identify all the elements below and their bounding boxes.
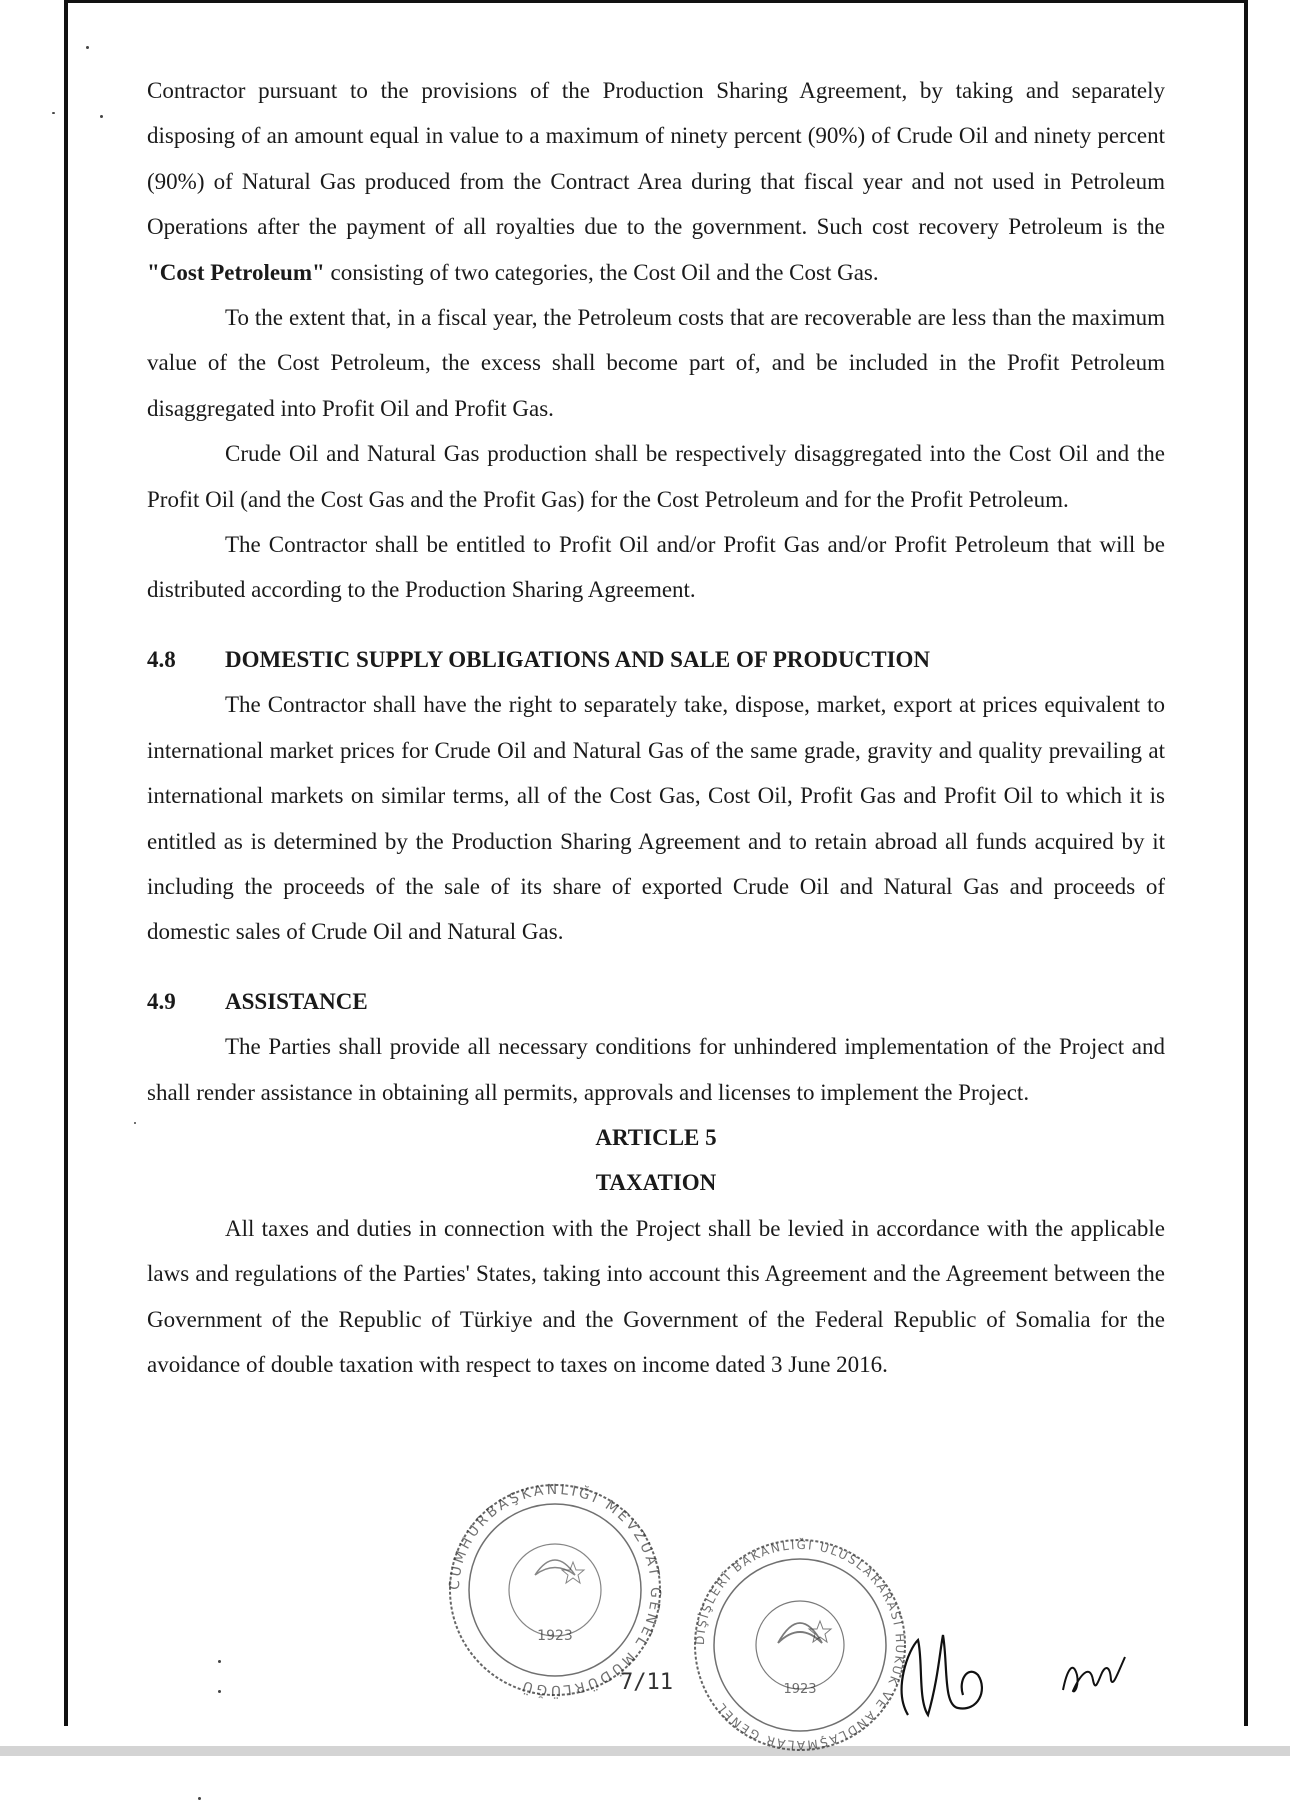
svg-text:CUMHURBAŞKANLIĞI MEVZUAT GENEL: CUMHURBAŞKANLIĞI MEVZUAT GENEL MÜDÜRLÜĞÜ bbox=[446, 1481, 664, 1699]
scan-speck bbox=[52, 112, 55, 114]
scan-speck bbox=[86, 46, 89, 49]
section-title: ASSISTANCE bbox=[225, 988, 368, 1014]
svg-text:1923: 1923 bbox=[783, 1682, 817, 1697]
scan-speck bbox=[218, 1690, 221, 1693]
signature-2 bbox=[1055, 1645, 1135, 1705]
scan-speck bbox=[134, 1122, 136, 1124]
paragraph-excess-cost: To the extent that, in a fiscal year, the Petroleum costs that are recoverable are less than the maximum value of the Cost Petroleum, the excess shall become part of, and be included in the Profit Petroleum disaggregated into Profit Oil and Profit Gas. bbox=[147, 305, 1165, 421]
section-body: The Contractor shall have the right to separately take, dispose, market, export at prices equivalent to international market prices for Crude Oil and Natural Gas of the same grade, gravity and quality prevailing at international markets on similar terms, all of the Cost Gas, Cost Oil, Profit Gas and Profit Oil to which it is entitled as is determined by the Production Sharing Agreement and to retain abroad all funds acquired by it including the proceeds of the sale of its share of exported Crude Oil and Natural Gas and proceeds of domestic sales of Crude Oil and Natural Gas. bbox=[147, 692, 1165, 945]
scan-speck bbox=[218, 1660, 221, 1663]
document-body bbox=[147, 68, 1165, 1387]
paragraph-cost-petroleum: Contractor pursuant to the provisions of the Production Sharing Agreement, by taking and separately disposing of an amount equal in value to a maximum of ninety percent (90%) of Crude Oil and ninety percent (90%) of Natural Gas produced from the Contract Area during that fiscal year and not used in Petroleum Operations after the payment of all royalties due to the government. Such cost recovery Petroleum is the "Cost Petroleum" consisting of two categories, the Cost Oil and the Cost Gas. bbox=[147, 78, 1165, 285]
paragraph-profit-entitlement: The Contractor shall be entitled to Profit Oil and/or Profit Gas and/or Profit Petroleum that will be distributed according to the Production Sharing Agreement. bbox=[147, 532, 1165, 603]
official-seal-stamp bbox=[435, 1470, 675, 1710]
scan-bottom-edge bbox=[0, 1746, 1290, 1756]
scan-speck bbox=[100, 115, 103, 118]
svg-text:1923: 1923 bbox=[537, 1628, 573, 1644]
paragraph-disaggregation: Crude Oil and Natural Gas production shall be respectively disaggregated into the Cost Oil and the Profit Oil (and the Cost Gas and the Profit Gas) for the Cost Petroleum and for the Profit Petroleum. bbox=[147, 441, 1165, 512]
ministry-seal-stamp bbox=[680, 1525, 920, 1765]
section-body: The Parties shall provide all necessary conditions for unhindered implementation of the Project and shall render assistance in obtaining all permits, approvals and licenses to implement the Project. bbox=[147, 1034, 1165, 1105]
section-4-8 bbox=[147, 637, 1165, 955]
section-number: 4.9 bbox=[147, 988, 176, 1014]
section-heading bbox=[147, 979, 1165, 1024]
svg-text:DIŞİŞLERİ BAKANLIĞI ULUSLARARA: DIŞİŞLERİ BAKANLIĞI ULUSLARARASI HUKUK VE ANDLAŞMALAR GENEL bbox=[692, 1537, 908, 1753]
signature-1 bbox=[888, 1620, 998, 1730]
section-title: DOMESTIC SUPPLY OBLIGATIONS AND SALE OF PRODUCTION bbox=[225, 646, 931, 672]
section-number: 4.8 bbox=[147, 646, 176, 672]
page-number: 7/11 bbox=[620, 1670, 673, 1695]
section-heading bbox=[147, 637, 1165, 682]
article-title: TAXATION bbox=[595, 1170, 717, 1196]
article-body: All taxes and duties in connection with the Project shall be levied in accordance with the applicable laws and regulations of the Parties' States, taking into account this Agreement and the Agreement between the Government of the Republic of Türkiye and the Government of the Federal Republic of Somalia for the avoidance of double taxation with respect to taxes on income dated 3 June 2016. bbox=[147, 1215, 1165, 1377]
scan-speck bbox=[198, 1797, 201, 1800]
article-heading: ARTICLE 5 bbox=[595, 1124, 717, 1150]
section-4-9 bbox=[147, 979, 1165, 1115]
